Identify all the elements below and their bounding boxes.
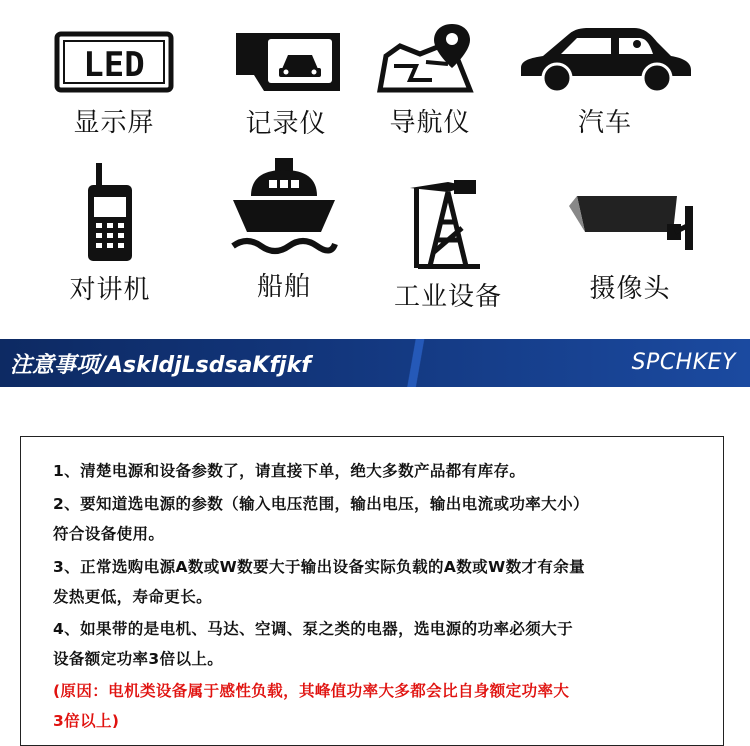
device-camera [540, 186, 720, 302]
note-line: 设备额定功率3倍以上。 [53, 650, 224, 668]
device-navigation [340, 20, 520, 136]
device-label: 摄像头 [589, 274, 671, 304]
device-label: 船舶 [256, 272, 311, 302]
warning-line: 3倍以上) [53, 712, 120, 730]
car-icon [515, 22, 695, 96]
walkie-talkie-icon [80, 163, 140, 263]
note-line: 符合设备使用。 [53, 525, 165, 543]
dashcam-icon [226, 25, 346, 97]
note-line: 3、正常选购电源A数或W数要大于输出设备实际负载的A数或W数才有余量 [53, 558, 586, 576]
banner-title: 注意事项/AskldjLsdsaKfjkf [10, 353, 311, 378]
note-line: 2、要知道选电源的参数（输入电压范围，输出电压，输出电流或功率大小） [53, 495, 589, 513]
device-label: 显示屏 [73, 108, 155, 138]
device-label: 汽车 [577, 108, 632, 138]
warning-line: (原因：电机类设备属于感性负载，其峰值功率大多都会比自身额定功率大 [53, 682, 570, 700]
device-label: 记录仪 [245, 109, 327, 139]
device-car [515, 22, 695, 136]
note-line: 1、清楚电源和设备参数了，请直接下单，绝大多数产品都有库存。 [53, 462, 526, 480]
note-line: 4、如果带的是电机、马达、空调、泵之类的电器，选电源的功率必须大于 [53, 620, 573, 638]
ship-icon [229, 156, 339, 260]
device-label: 工业设备 [393, 282, 502, 312]
notes-box [20, 436, 724, 746]
device-ship [194, 156, 374, 300]
brand-label: SPCHKEY [631, 350, 736, 375]
device-label: 导航仪 [389, 108, 471, 138]
device-industrial [358, 178, 538, 310]
oil-pump-icon [408, 178, 488, 270]
camera-icon [555, 186, 705, 262]
led-display-icon [54, 28, 174, 96]
device-label: 对讲机 [69, 275, 151, 305]
device-led-display [24, 28, 204, 136]
banner-accent-stripe [380, 339, 450, 387]
section-banner [0, 335, 750, 390]
led-text: LED [83, 45, 145, 85]
device-walkie-talkie [20, 163, 200, 303]
navigation-map-icon [370, 20, 490, 96]
note-line: 发热更低，寿命更长。 [53, 588, 213, 606]
